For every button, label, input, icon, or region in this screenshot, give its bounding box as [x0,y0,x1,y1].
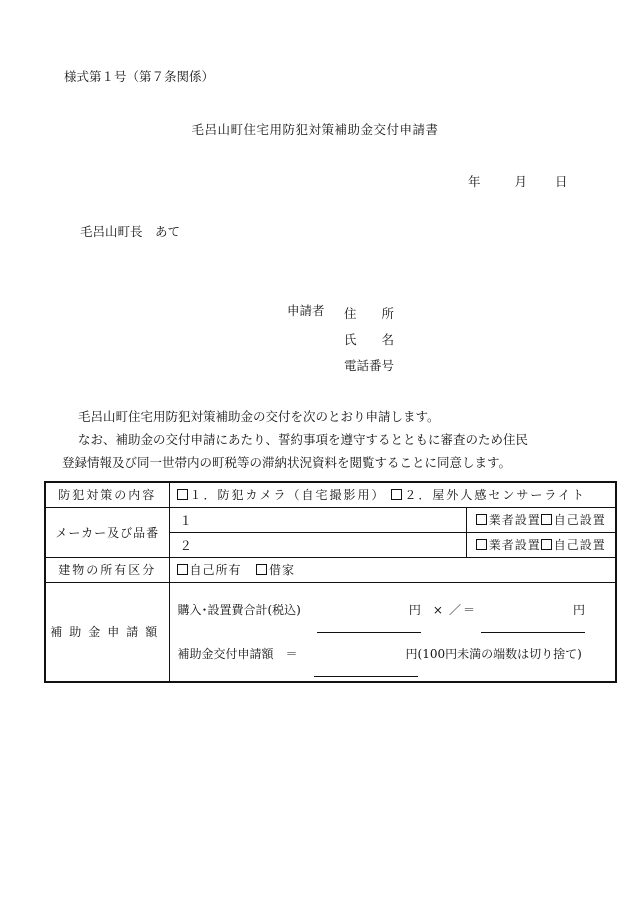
applicant-address-label: 住 所 [344,306,395,321]
content-options [169,482,616,507]
install-type-row-2 [466,532,616,557]
camera-checkbox[interactable] [177,489,188,500]
date-month-label: 月 [514,174,528,189]
fraction-slash: ／ [448,602,461,617]
maker-label: メーカー及び品番 [45,507,169,557]
body-text [62,405,528,474]
maker-row-1-input[interactable] [169,507,466,532]
own-home-label: 自己所有 [189,563,242,577]
rental-checkbox[interactable] [256,564,267,575]
date-year-label: 年 [468,174,481,189]
subsidy-calculation [169,582,616,682]
vendor-install-label-1: 業者設置 [488,513,541,527]
self-install-checkbox-2[interactable] [541,539,552,550]
vendor-install-checkbox-2[interactable] [476,539,487,550]
maker-row-2-number: ２ [179,537,193,553]
form-number: 様式第１号（第７条関係） [64,69,215,84]
page-title: 毛呂山町住宅用防犯対策補助金交付申請書 [191,122,439,137]
subsidy-label: 補助金申請額 [45,582,169,682]
purchase-yen-unit: 円 [408,602,421,617]
request-line [178,632,608,676]
request-yen-unit: 円 [405,646,418,661]
date-day-label: 日 [555,174,568,189]
times-sign: × [432,602,443,617]
equals-sign: ＝ [462,602,475,617]
body-line-3: 登録情報及び同一世帯内の町税等の滞納状況資料を閲覧することに同意します。 [62,455,512,470]
purchase-label: 購入･設置費合計(税込) [177,602,301,617]
sensor-light-checkbox[interactable] [391,489,402,500]
install-type-row-1 [466,507,616,532]
camera-option-label: １．防犯カメラ（自宅撮影用） [189,488,386,503]
ownership-options [169,557,616,582]
request-label: 補助金交付申請額 ＝ [177,646,298,661]
purchase-line [178,588,608,632]
addressee: 毛呂山町長 あて [80,224,181,239]
body-line-1: 毛呂山町住宅用防犯対策補助金の交付を次のとおり申請します。 [78,409,440,424]
ownership-label: 建物の所有区分 [45,557,169,582]
applicant-name-label: 氏 名 [344,332,395,347]
rental-label: 借家 [268,563,295,577]
maker-row-1-number: １ [179,512,193,528]
self-install-label-2: 自己設置 [553,538,606,552]
own-home-checkbox[interactable] [177,564,188,575]
rounding-note: (100円未満の端数は切り捨て) [417,646,582,661]
purchase-amount-field[interactable] [317,588,421,633]
calculated-yen-unit: 円 [572,602,585,617]
applicant-phone-label: 電話番号 [344,358,395,373]
request-amount-field[interactable] [314,632,418,677]
date-line [468,172,568,190]
self-install-checkbox-1[interactable] [541,514,552,525]
self-install-label-1: 自己設置 [553,513,606,527]
calculated-amount-field[interactable] [481,588,585,633]
content-label: 防犯対策の内容 [45,482,169,507]
body-line-2: なお、補助金の交付申請にあたり、誓約事項を遵守するとともに審査のため住民 [78,432,529,447]
sensor-light-option-label: ２．屋外人感センサーライト [404,488,586,503]
vendor-install-checkbox-1[interactable] [476,514,487,525]
applicant-fields [344,301,394,379]
maker-row-2-input[interactable] [169,532,466,557]
applicant-label: 申請者 [287,303,325,318]
vendor-install-label-2: 業者設置 [488,538,541,552]
application-table [44,481,617,683]
